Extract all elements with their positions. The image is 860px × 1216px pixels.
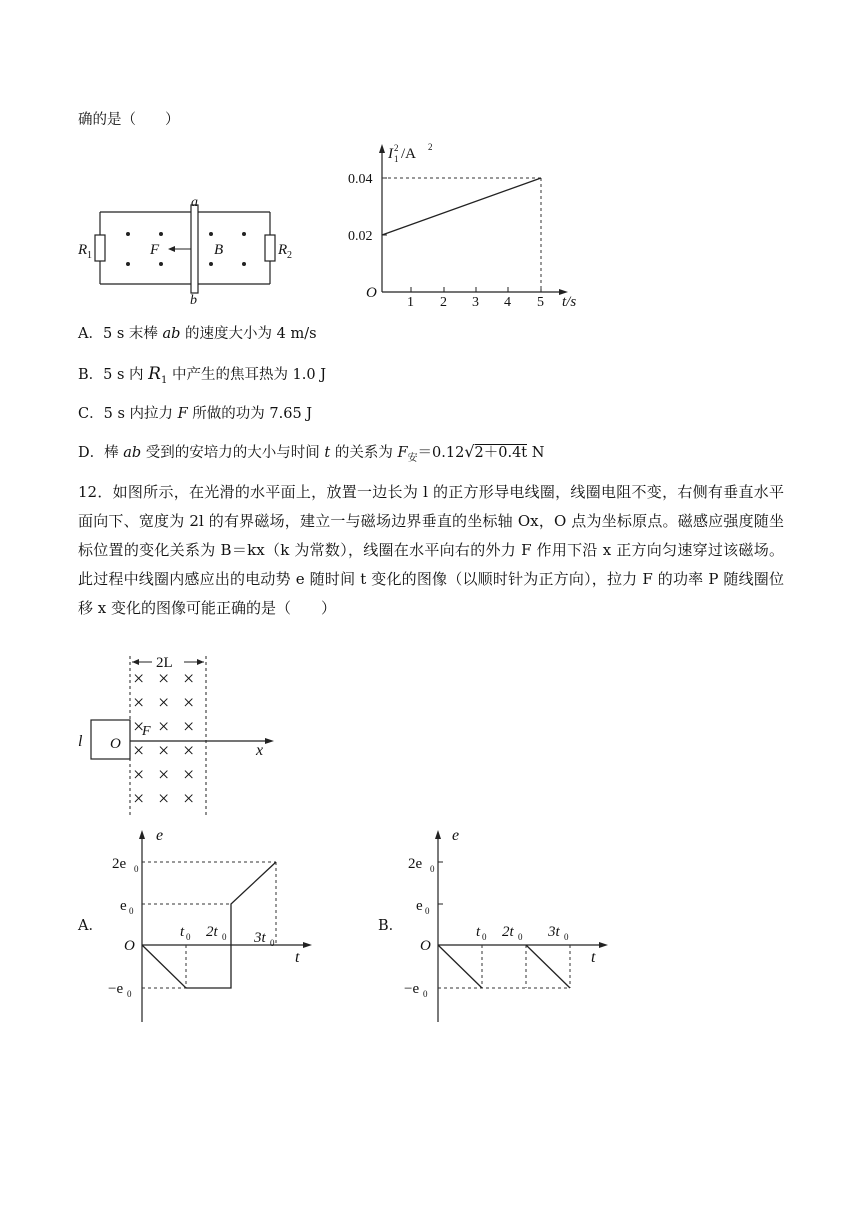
svg-text:0: 0 xyxy=(186,932,191,942)
svg-text:e: e xyxy=(156,827,164,844)
label-a: a xyxy=(191,195,198,210)
svg-text:0: 0 xyxy=(270,938,275,948)
circuit-diagram xyxy=(70,192,310,306)
svg-text:×: × xyxy=(183,740,195,762)
svg-text:3t: 3t xyxy=(254,930,266,946)
svg-text:t: t xyxy=(591,949,596,966)
svg-text:×: × xyxy=(158,740,170,762)
svg-text:0: 0 xyxy=(564,932,569,942)
field-crosses xyxy=(133,668,194,810)
label-f: F xyxy=(150,242,160,258)
label-r2: R xyxy=(278,242,288,258)
axis-origin-o: O xyxy=(110,736,121,752)
svg-text:−e: −e xyxy=(404,981,420,997)
svg-text:×: × xyxy=(133,668,145,690)
svg-text:O: O xyxy=(420,938,431,954)
svg-text:×: × xyxy=(133,716,145,738)
xtick-4: 4 xyxy=(504,295,511,310)
label-r1: R xyxy=(78,242,88,258)
force-label: F xyxy=(142,724,151,739)
label-b: b xyxy=(190,293,197,306)
svg-text:0: 0 xyxy=(425,906,430,916)
ytick-004: 0.04 xyxy=(348,172,373,187)
svg-text:e: e xyxy=(452,827,460,844)
svg-text:2t: 2t xyxy=(206,924,218,940)
svg-text:×: × xyxy=(183,716,195,738)
xtick-1: 1 xyxy=(407,295,414,310)
ylabel-sub: 1 xyxy=(394,154,399,164)
svg-text:×: × xyxy=(133,692,145,714)
field-width-label: 2L xyxy=(156,655,173,671)
svg-text:×: × xyxy=(158,668,170,690)
label-r2-sub: 2 xyxy=(287,250,292,261)
svg-text:×: × xyxy=(158,764,170,786)
svg-text:0: 0 xyxy=(134,864,139,874)
svg-text:0: 0 xyxy=(423,989,428,999)
svg-text:e: e xyxy=(120,898,127,914)
i2-line xyxy=(382,178,541,235)
svg-text:×: × xyxy=(133,788,145,810)
svg-text:O: O xyxy=(124,938,135,954)
q12-text: 12．如图所示，在光滑的水平面上，放置一边长为 l 的正方形导电线圈，线圈电阻不变，右侧有垂直水平面向下、宽度为 2l 的有界磁场，建立一与磁场边界垂直的坐标轴 Ox，O 点为坐标原点。磁感应强度随坐标位置的变化关系为 B＝kx（k 为常数），线圈在水平向右的外力 F 作用下沿 x 正方向匀速穿过该磁场。此过程中线圈内感应出的电动势 e 随时间 t 变化的图像（以顺时针为正方向），拉力 F 的功率 P 随线圈位移 x 变化的图像可能正确的是（ ） xyxy=(78,483,784,617)
resistor-r1 xyxy=(95,235,105,261)
option-a: A．5 s 末棒 ab 的速度大小为 4 m/s xyxy=(78,326,317,342)
magnetic-field-figure xyxy=(72,650,292,818)
svg-text:0: 0 xyxy=(482,932,487,942)
graph-a xyxy=(100,820,330,1028)
option-c: C．5 s 内拉力 F 所做的功为 7.65 J xyxy=(78,406,313,422)
svg-text:0: 0 xyxy=(518,932,523,942)
xtick-5: 5 xyxy=(537,295,544,310)
resistor-r2 xyxy=(265,235,275,261)
svg-text:3t: 3t xyxy=(548,924,560,940)
ylabel-unit: /A xyxy=(401,146,416,162)
svg-text:t: t xyxy=(476,924,481,940)
svg-text:t: t xyxy=(180,924,185,940)
svg-text:e: e xyxy=(416,898,423,914)
ytick-002: 0.02 xyxy=(348,229,373,244)
svg-text:×: × xyxy=(183,788,195,810)
svg-text:×: × xyxy=(158,692,170,714)
label-r1-sub: 1 xyxy=(87,250,92,261)
ylabel-sup: 2 xyxy=(394,143,399,153)
option-b: B．5 s 内 $R_1$ 中产生的焦耳热为 1.0 J xyxy=(78,364,327,386)
q11-stem-tail: 确的是（ ） xyxy=(78,112,180,128)
svg-text:2e: 2e xyxy=(112,856,127,872)
svg-text:2e: 2e xyxy=(408,856,423,872)
svg-text:0: 0 xyxy=(129,906,134,916)
svg-text:×: × xyxy=(158,788,170,810)
ylabel-unit-sup: 2 xyxy=(428,142,433,152)
xtick-3: 3 xyxy=(472,295,479,310)
svg-text:×: × xyxy=(158,716,170,738)
svg-text:2t: 2t xyxy=(502,924,514,940)
xlabel-ts: t/s xyxy=(562,294,577,310)
origin-o: O xyxy=(366,285,377,301)
svg-text:×: × xyxy=(133,764,145,786)
svg-text:×: × xyxy=(183,764,195,786)
xtick-2: 2 xyxy=(440,295,447,310)
graph-b-key: B． xyxy=(378,918,404,934)
svg-text:0: 0 xyxy=(127,989,132,999)
axis-x-label: x xyxy=(256,742,264,759)
graph-b-seg-1 xyxy=(438,945,482,988)
graph-b-seg-2 xyxy=(526,945,570,988)
svg-text:×: × xyxy=(183,668,195,690)
ylabel-i: I xyxy=(388,146,393,162)
svg-text:×: × xyxy=(183,692,195,714)
coil-side-label: l xyxy=(78,733,83,750)
current-squared-graph xyxy=(336,140,596,310)
svg-text:0: 0 xyxy=(430,864,435,874)
graph-b xyxy=(398,820,628,1028)
svg-text:−e: −e xyxy=(108,981,124,997)
svg-text:×: × xyxy=(133,740,145,762)
svg-text:t: t xyxy=(295,949,300,966)
graph-a-key: A． xyxy=(78,918,103,934)
svg-text:0: 0 xyxy=(222,932,227,942)
rod-ab xyxy=(191,205,198,293)
option-d: D．棒 ab 受到的安培力的大小与时间 t 的关系为 $F_安=0.12√2+0.4t$ N xyxy=(78,442,545,464)
label-field-b: B xyxy=(214,242,224,258)
